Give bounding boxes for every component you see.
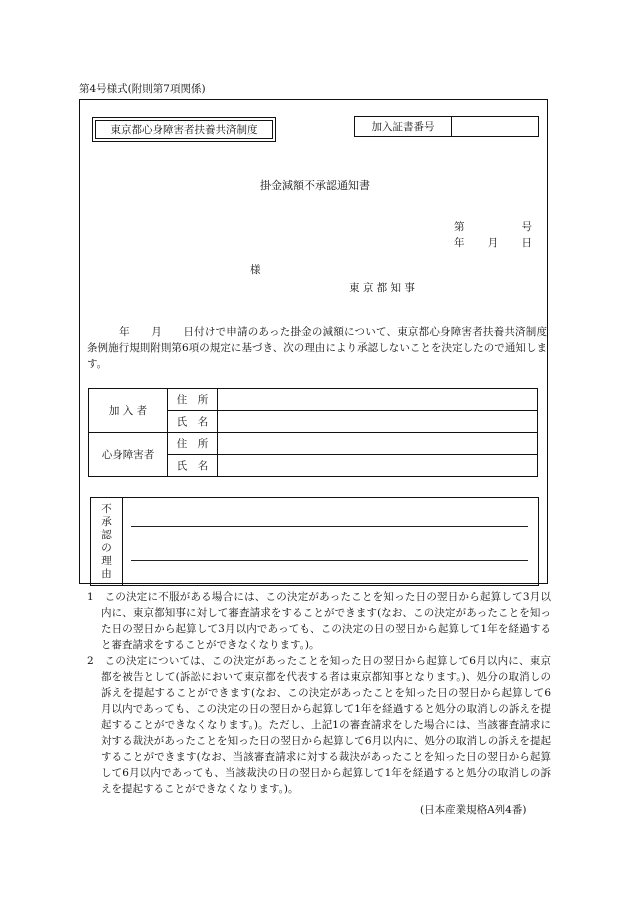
day-label: 日 <box>521 236 532 249</box>
member-name-field[interactable] <box>218 411 538 433</box>
field-label-address: 住 所 <box>168 433 218 455</box>
recipient-honorific: 様 <box>250 264 261 276</box>
reason-label-char: の <box>101 541 112 554</box>
certificate-number-label: 加入証書番号 <box>355 117 452 136</box>
party-table <box>88 388 538 477</box>
member-address-field[interactable] <box>218 389 538 411</box>
group-label-disabled-person: 心身障害者 <box>89 433 168 477</box>
system-name: 東京都心身障害者扶養共済制度 <box>95 120 273 139</box>
form-number-label: 第4号様式(附則第7項関係) <box>79 83 206 95</box>
reason-label-char: 認 <box>101 528 112 541</box>
number-date-block <box>452 218 532 250</box>
issuer-name: 東 京 都 知 事 <box>349 282 415 294</box>
disabled-person-address-field[interactable] <box>218 433 538 455</box>
paper-standard-label: (日本産業規格A列4番) <box>420 804 527 816</box>
table-row <box>89 433 538 455</box>
field-label-name: 氏 名 <box>168 411 218 433</box>
reason-writing-line <box>131 560 528 561</box>
number-prefix: 第 <box>454 220 465 233</box>
reason-label-char: 不 <box>101 502 112 515</box>
table-row <box>89 389 538 411</box>
reason-label-char: 理 <box>101 554 112 567</box>
notice-body: 年 月 日付けで申請のあった掛金の減額について、東京都心身障害者扶養共済制度条例施行規則附則第6項の規定に基づき、次の理由により承認しないことを決定したので通知します。 <box>87 326 547 370</box>
reason-label <box>91 498 123 585</box>
note-item: 2 この決定については、この決定があったことを知った日の翌日から起算して6月以内に、東京都を被告として(訴訟において東京都を代表する者は東京都知事となります。)、処分の取消しの訴えを提起することができます(なお、この決定があったことを知った日の翌日から起算して6月以内であっても、この決定の日の翌日から起算して1年を経過すると処分の取消しの訴えを提起することができなくなります。)。ただし、上記1の審査請求をした場合には、当該審査請求に対する裁決があったことを知った日の翌日から起算して6月以内に、処分の取消しの訴えを提起することができます(なお、当該審査請求に対する裁決があったことを知った日の翌日から起算して6月以内であっても、当該裁決の日の翌日から起算して1年を経過すると処分の取消しの訴えを提起することができなくなります。)。 <box>87 655 551 795</box>
month-label: 月 <box>487 236 499 249</box>
disabled-person-name-field[interactable] <box>218 455 538 477</box>
certificate-number-field[interactable] <box>452 117 538 136</box>
reason-writing-line <box>131 526 528 527</box>
document-title: 掛金減額不承認通知書 <box>260 179 370 192</box>
year-label: 年 <box>454 236 465 249</box>
system-name-box <box>92 117 276 142</box>
group-label-member: 加 入 者 <box>89 389 168 433</box>
notes-section <box>87 589 551 797</box>
field-label-name: 氏 名 <box>168 455 218 477</box>
reason-label-char: 承 <box>101 515 112 528</box>
reason-label-char: 由 <box>101 567 112 580</box>
reason-box[interactable] <box>90 497 539 586</box>
certificate-number-box <box>354 116 539 137</box>
note-item: 1 この決定に不服がある場合には、この決定があったことを知った日の翌日から起算して3月以内に、東京都知事に対して審査請求をすることができます(なお、この決定があったことを知った日の翌日から起算して3月以内であっても、この決定の日の翌日から起算して1年を経過すると審査請求をすることができなくなります。)。 <box>87 591 551 651</box>
field-label-address: 住 所 <box>168 389 218 411</box>
number-suffix: 号 <box>521 220 532 233</box>
